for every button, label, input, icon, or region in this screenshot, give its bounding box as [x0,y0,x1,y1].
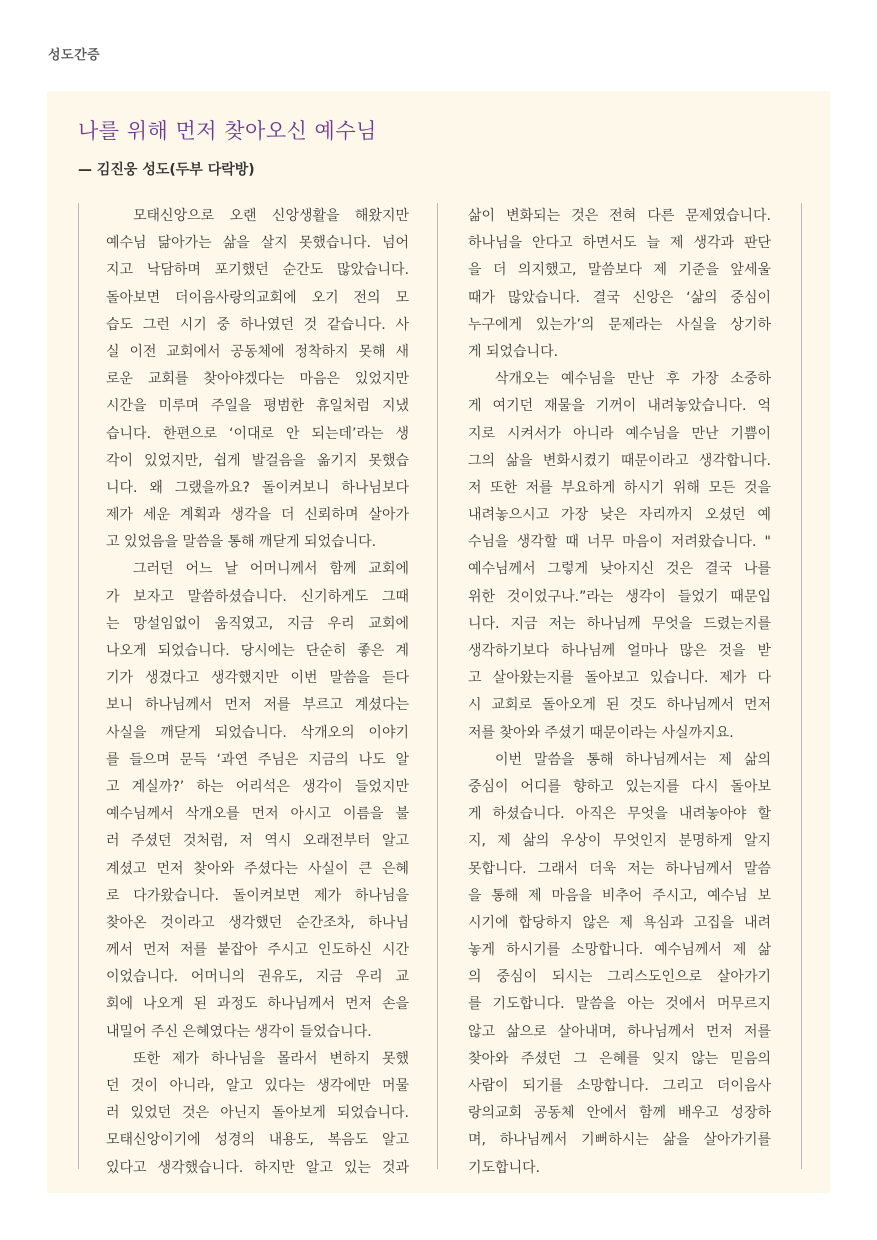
text-line: 을 통해 제 마음을 비추어 주시고, 예수님 보 [468,887,771,904]
text-line: 지, 제 삶의 우상이 무엇인지 분명하게 알지 [468,833,771,850]
article-title: 나를 위해 먼저 찾아오신 예수님 [78,119,377,143]
left-column [78,203,409,1176]
text-line: 중심이 어디를 향하고 있는지를 다시 돌아보 [468,778,771,795]
text-line: 지로 시켜서가 아니라 예수님을 만난 기쁨이 [468,425,771,442]
text-line: 나오게 되었습니다. 당시에는 단순히 좋은 계 [106,643,409,659]
text-line: 때가 많았습니다. 결국 신앙은 ‘삶의 중심이 [468,289,771,306]
text-line: 못합니다. 그래서 더욱 저는 하나님께서 말씀 [468,860,771,877]
text-line: 실 이전 교회에서 공동체에 정착하지 못해 새 [106,343,409,360]
text-line: 를 기도합니다. 말씀을 아는 것에서 머무르지 [468,996,771,1013]
text-line: 습도 그런 시기 중 하나였던 것 같습니다. 사 [106,316,409,333]
text-line: 찾아온 것이라고 생각했던 순간조차, 하나님 [106,914,409,931]
text-line: 계셨고 먼저 찾아와 주셨다는 사실이 큰 은혜 [106,860,409,877]
text-line: 고 살아왔는지를 돌아보고 있습니다. 제가 다 [468,670,771,687]
text-line: 제가 세운 계획과 생각을 더 신뢰하며 살아가 [106,507,409,524]
text-line: 로 다가왔습니다. 돌이켜보면 제가 하나님을 [106,887,409,904]
text-line: 그러던 어느 날 어머니께서 함께 교회에 [133,561,409,578]
text-line: 수님을 생각할 때 너무 마음이 저려왔습니다. " [468,534,771,551]
article-card [47,91,830,1193]
text-line: 놓게 하시기를 소망합니다. 예수님께서 제 삶 [468,942,771,959]
text-line: 내려놓으시고 가장 낮은 자리까지 오셨던 예 [468,507,771,524]
text-line: 시기에 합당하지 않은 제 욕심과 고집을 내려 [468,914,771,931]
text-line: 며, 하나님께서 기뻐하시는 삶을 살아가기를 [468,1132,771,1149]
text-line: 그의 삶을 변화시켰기 때문이라고 생각합니다. [468,452,771,469]
text-line: 게 되었습니다. [468,343,559,360]
text-line: 예수님께서 그렇게 낮아지신 것은 결국 나를 [468,561,771,578]
text-line: 있다고 생각했습니다. 하지만 알고 있는 것과 [106,1159,409,1176]
text-line: 저를 찾아와 주셨기 때문이라는 사실까지요. [468,724,734,741]
text-line: 삶이 변화되는 것은 전혀 다른 문제였습니다. [468,208,771,224]
text-line: 삭개오는 예수님을 만난 후 가장 소중하 [495,371,771,388]
text-line: 예수님 닮아가는 삶을 살지 못했습니다. 넘어 [106,235,409,252]
text-line: 이었습니다. 어머니의 권유도, 지금 우리 교 [106,969,409,986]
text-line: 생각하기보다 하나님께 얼마나 많은 것을 받 [468,643,771,659]
text-line: 예수님께서 삭개오를 먼저 아시고 이름을 불 [106,806,409,823]
text-line: 의 중심이 되시는 그리스도인으로 살아가기 [468,969,771,986]
text-line: 보니 하나님께서 먼저 저를 부르고 계셨다는 [106,697,409,714]
text-line: 습니다. 한편으로 ‘이대로 안 되는데’라는 생 [106,425,409,442]
text-line: 저 또한 저를 부요하게 하시기 위해 모든 것을 [468,479,771,496]
text-line: 시 교회로 돌아오게 된 것도 하나님께서 먼저 [468,697,771,714]
text-line: 러 주셨던 것처럼, 저 역시 오래전부터 알고 [106,833,409,850]
text-line: 누구에게 있는가’의 문제라는 사실을 상기하 [468,316,771,333]
text-line: 지고 낙담하며 포기했던 순간도 많았습니다. [106,262,409,279]
text-line: 니다. 지금 저는 하나님께 무엇을 드렸는지를 [468,615,771,632]
text-line: 고 계실까?’ 하는 어리석은 생각이 들었지만 [106,778,409,795]
section-label: 성도간증 [48,48,101,63]
text-line: 모태신앙이기에 성경의 내용도, 복음도 알고 [106,1132,409,1149]
text-line: 이번 말씀을 통해 하나님께서는 제 삶의 [495,751,771,768]
text-line: 을 더 의지했고, 말씀보다 제 기준을 앞세울 [468,262,771,279]
text-line: 를 들으며 문득 ‘과연 주님은 지금의 나도 알 [106,751,409,768]
text-line: 가 보자고 말씀하셨습니다. 신기하게도 그때 [106,588,409,605]
text-line: 각이 있었지만, 쉽게 발걸음을 옮기지 못했습 [106,452,409,469]
text-line: 기도합니다. [468,1159,541,1176]
text-line: 모태신앙으로 오랜 신앙생활을 해왔지만 [133,208,409,224]
text-line: 회에 나오게 된 과정도 하나님께서 먼저 손을 [106,996,409,1013]
text-line: 니다. 왜 그랬을까요? 돌이켜보니 하나님보다 [106,479,409,496]
text-line: 고 있었음을 말씀을 통해 깨닫게 되었습니다. [106,534,377,551]
text-line: 하나님을 안다고 하면서도 늘 제 생각과 판단 [468,235,771,252]
text-line: 위한 것이었구나.”라는 생각이 들었기 때문입 [468,588,771,605]
text-line: 랑의교회 공동체 안에서 함께 배우고 성장하 [468,1105,771,1122]
text-line: 사람이 되기를 소망합니다. 그리고 더이음사 [468,1078,771,1094]
right-column-text [468,203,771,1182]
text-line: 께서 먼저 저를 붙잡아 주시고 인도하신 시간 [106,942,409,959]
text-line: 러 있었던 것은 아닌지 돌아보게 되었습니다. [106,1105,409,1122]
left-column-text [106,203,409,1182]
article-byline: — 김진웅 성도(두부 다락방) [78,162,255,178]
right-column [437,203,802,1176]
text-line: 내밀어 주신 은혜였다는 생각이 들었습니다. [106,1023,372,1040]
text-line: 게 하셨습니다. 아직은 무엇을 내려놓아야 할 [468,806,771,823]
text-line: 로운 교회를 찾아야겠다는 마음은 있었지만 [106,371,409,388]
text-line: 찾아와 주셨던 그 은혜를 잊지 않는 믿음의 [468,1050,771,1067]
text-line: 는 망설임없이 움직였고, 지금 우리 교회에 [106,615,409,632]
text-line: 사실을 깨닫게 되었습니다. 삭개오의 이야기 [106,724,409,741]
text-line: 던 것이 아니라, 알고 있다는 생각에만 머물 [106,1078,409,1094]
text-line: 기가 생겼다고 생각했지만 이번 말씀을 듣다 [106,670,409,687]
text-line: 또한 제가 하나님을 몰라서 변하지 못했 [133,1050,409,1067]
text-line: 돌아보면 더이음사랑의교회에 오기 전의 모 [106,289,409,306]
text-line: 않고 삶으로 살아내며, 하나님께서 먼저 저를 [468,1023,771,1040]
text-line: 시간을 미루며 주일을 평범한 휴일처럼 지냈 [106,398,409,415]
text-line: 게 여기던 재물을 기꺼이 내려놓았습니다. 억 [468,398,771,415]
